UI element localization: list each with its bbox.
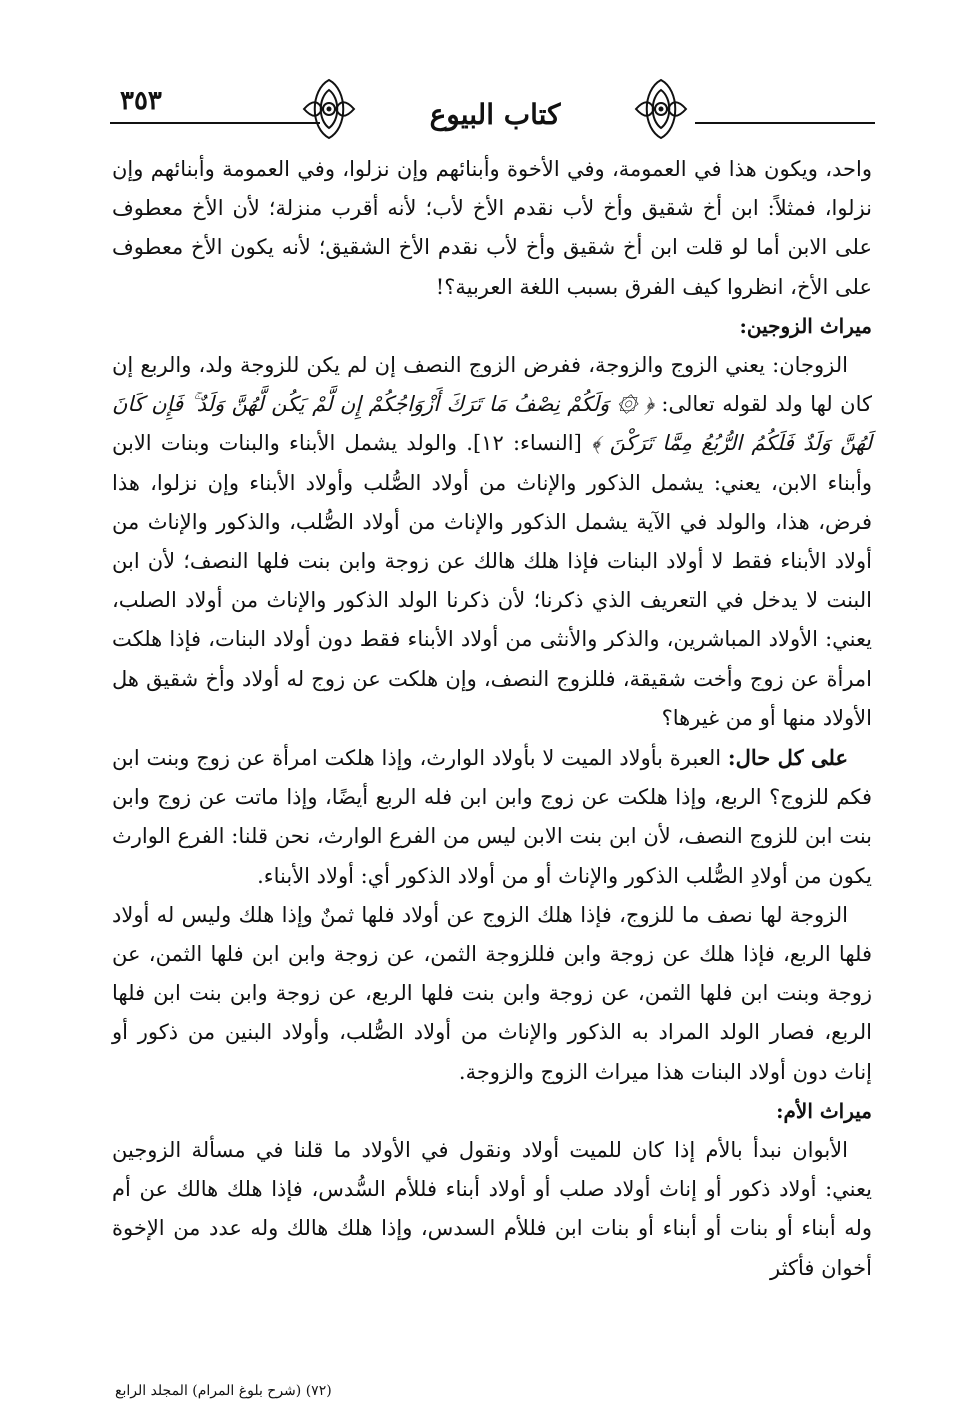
- ornament-left-icon: [300, 76, 358, 142]
- header-rule-left: [110, 122, 320, 124]
- page-body: [112, 150, 872, 1288]
- paragraph-text: العبرة بأولاد الميت لا بأولاد الوارث، وإذا هلكت امرأة عن زوج وبنت ابن فكم للزوج؟ الربع، وإذا هلكت عن زوج وابن ابن فله الربع أيضًا، وإذا ماتت عن زوج وابن بنت ابن للزوج النصف، لأن ابن بنت الابن ليس من الفرع الوارث، نحن قلنا: الفرع الوارث يكون من أولادِ الصُّلب الذكور والإناث أو من أولاد الذكور أي: أولاد الأبناء.: [112, 746, 872, 888]
- header-rule-right: [695, 122, 875, 124]
- paragraph-spouses: [112, 346, 872, 738]
- verse-reference: [النساء: ١٢]: [472, 431, 592, 456]
- section-heading-mother: ميراث الأم:: [776, 1098, 872, 1123]
- section-heading-spouses: ميراث الزوجين:: [739, 313, 872, 338]
- paragraph-continuation: واحد، ويكون هذا في العمومة، وفي الأخوة وأبنائهم وإن نزلوا، وفي العمومة وأبنائهم وإن نزلوا، فمثلاً: ابن أخ شقيق وأخ لأب نقدم الأخ لأب؛ لأنه أقرب منزلة؛ لأن الأخ معطوف على الابن أما لو قلت ابن أخ شقيق وأخ لأب نقدم الأخ الشقيق؛ لأنه يكون الأخ معطوف على الأخ، انظروا كيف الفرق بسبب اللغة العربية؟!: [112, 157, 872, 299]
- ornament-right-icon: [632, 76, 690, 142]
- paragraph-lead: على كل حال:: [727, 745, 848, 771]
- paragraph-text: . والولد يشمل الأبناء والبنات وبنات الابن وأبناء الابن، يعني: يشمل الذكور والإناث من أولاد الصُّلب وأولاد الأبناء وإن نزلوا، هذا فرض، هذا، والولد في الآية يشمل الذكور والإناث من أولاد الصُّلب، والذكور والإناث من أولاد الأبناء فقط لا أولاد البنات فإذا هلك هالك عن زوجة وابن بنت فلها النصف؛ لأن ابن البنت لا يدخل في التعريف الذي ذكرنا؛ لأن ذكرنا الولد الذكور والإناث من أولاد الصلب، يعني: الأولاد المباشرين، والذكر والأنثى من أولاد الأبناء فقط دون أولاد البنات، فإذا هلكت امرأة عن زوج وأخت شقيقة، فللزوج النصف، وإن هلكت عن زوج له أولاد وأخ شقيق هل الأولاد منها أو من غيرها؟: [112, 431, 872, 730]
- paragraph-general: [112, 738, 872, 896]
- page-number: ٣٥٣: [120, 86, 162, 116]
- paragraph-wife: الزوجة لها نصف ما للزوج، فإذا هلك الزوج عن أولاد فلها ثمنٌ وإذا هلك وليس له أولاد فلها الربع، فإذا هلك عن زوجة وابن فللزوجة الثمن، عن زوجة وابن ابن فلها الثمن، عن زوجة وبنت ابن فلها الثمن، عن زوجة وابن بنت فلها الربع، عن زوجة وابن بنت ابن فلها الربع، فصار الولد المراد به الذكور والإناث من أولاد الصُّلب، وأولاد البنين من ذكور أو إناث دون أولاد البنات هذا ميراث الزوج والزوجة.: [112, 902, 872, 1084]
- quran-verse: ﴿ ۞ وَلَكُمْ نِصْفُ مَا تَرَكَ أَزْوَاجُكُمْ إِن لَّمْ يَكُن لَّهُنَّ وَلَدٌ ۚ فَإِن كَانَ لَهُنَّ وَلَدٌ فَلَكُمُ الرُّبُعُ مِمَّا تَرَكْنَ ﴾: [112, 392, 873, 456]
- book-title: كتاب البيوع: [429, 98, 561, 131]
- page-footer: (٧٢) (شرح بلوغ المرام) المجلد الرابع: [115, 1383, 332, 1399]
- paragraph-mother: الأبوان نبدأ بالأم إذا كان للميت أولاد ونقول في الأولاد ما قلنا في مسألة الزوجين يعني: أولاد ذكور أو إناث أولاد صلب أو أولاد أبناء فللأم السُّدس، فإذا هلك هالك عن أم وله أبناء أو بنات أو أبناء أو بنات ابن فللأم السدس، وإذا هلك هالك وله عدد من الإخوة أخوان فأكثر: [112, 1138, 872, 1280]
- paragraph-text: الزوجان: يعني الزوج والزوجة، ففرض الزوج النصف إن لم يكن للزوجة ولد، والربع إن كان لها ولد لقوله تعالى:: [112, 353, 872, 417]
- page-header: [110, 70, 870, 150]
